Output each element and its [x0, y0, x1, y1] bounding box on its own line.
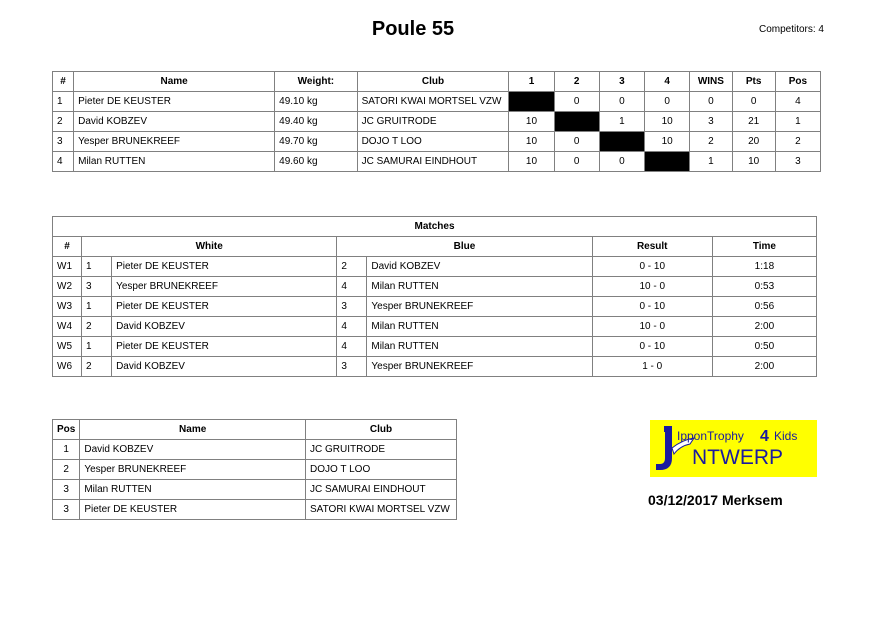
match-row — [53, 297, 817, 317]
match-blue-name: Yesper BRUNEKREEF — [367, 297, 592, 317]
pool-score: 10 — [509, 152, 554, 172]
match-white-num: 1 — [82, 297, 112, 317]
match-white-name: David KOBZEV — [112, 357, 337, 377]
matches-header-white: White — [82, 237, 337, 257]
logo-line2: NTWERP — [692, 446, 783, 469]
match-blue-name: Yesper BRUNEKREEF — [367, 357, 592, 377]
match-result: 0 - 10 — [592, 257, 712, 277]
pool-header-row — [53, 72, 821, 92]
ranking-name: Milan RUTTEN — [80, 480, 306, 500]
logo-line1: IpponTrophy — [677, 429, 744, 443]
pool-header-1: 1 — [509, 72, 554, 92]
ranking-pos: 2 — [53, 460, 80, 480]
pool-weight: 49.70 kg — [275, 132, 357, 152]
pool-header-pos: Pos — [775, 72, 820, 92]
pool-score: 0 — [599, 92, 644, 112]
matches-title-row — [53, 217, 817, 237]
match-result: 0 - 10 — [592, 337, 712, 357]
pool-self-cell — [599, 132, 644, 152]
ippontrophy-logo — [650, 420, 817, 477]
match-blue-num: 2 — [337, 257, 367, 277]
pool-score: 0 — [599, 152, 644, 172]
ranking-club: SATORI KWAI MORTSEL VZW — [306, 500, 457, 520]
pool-row — [53, 152, 821, 172]
match-row — [53, 337, 817, 357]
pool-weight: 49.40 kg — [275, 112, 357, 132]
pool-num: 2 — [53, 112, 74, 132]
match-time: 2:00 — [712, 357, 816, 377]
pool-weight: 49.60 kg — [275, 152, 357, 172]
match-result: 10 - 0 — [592, 317, 712, 337]
competitors-count: Competitors: 4 — [758, 24, 824, 35]
ranking-club: DOJO T LOO — [306, 460, 457, 480]
match-white-num: 1 — [82, 337, 112, 357]
match-blue-name: Milan RUTTEN — [367, 277, 592, 297]
ranking-header-name: Name — [80, 420, 306, 440]
match-time: 2:00 — [712, 317, 816, 337]
match-blue-num: 3 — [337, 297, 367, 317]
ranking-header-club: Club — [306, 420, 457, 440]
pool-pos: 3 — [775, 152, 820, 172]
pool-pts: 21 — [732, 112, 775, 132]
match-white-name: Pieter DE KEUSTER — [112, 337, 337, 357]
page-title: Poule 55 — [371, 18, 455, 40]
pool-header-pts: Pts — [732, 72, 775, 92]
pool-weight: 49.10 kg — [275, 92, 357, 112]
match-id: W1 — [53, 257, 82, 277]
pool-name: Pieter DE KEUSTER — [74, 92, 275, 112]
pool-club: DOJO T LOO — [357, 132, 509, 152]
match-id: W2 — [53, 277, 82, 297]
match-row — [53, 357, 817, 377]
matches-header-row — [53, 237, 817, 257]
match-white-name: David KOBZEV — [112, 317, 337, 337]
pool-table — [52, 71, 821, 172]
matches-header-result: Result — [592, 237, 712, 257]
matches-title: Matches — [53, 217, 817, 237]
ranking-table — [52, 419, 457, 520]
match-result: 1 - 0 — [592, 357, 712, 377]
ranking-header-row — [53, 420, 457, 440]
matches-table — [52, 216, 817, 377]
ranking-row — [53, 500, 457, 520]
match-result: 10 - 0 — [592, 277, 712, 297]
match-blue-name: David KOBZEV — [367, 257, 592, 277]
pool-header-name: Name — [74, 72, 275, 92]
match-row — [53, 317, 817, 337]
ranking-name: David KOBZEV — [80, 440, 306, 460]
pool-pos: 4 — [775, 92, 820, 112]
match-id: W5 — [53, 337, 82, 357]
pool-score: 1 — [599, 112, 644, 132]
pool-row — [53, 112, 821, 132]
logo-kids: Kids — [774, 429, 798, 443]
match-time: 0:53 — [712, 277, 816, 297]
pool-header-num: # — [53, 72, 74, 92]
ranking-row — [53, 460, 457, 480]
match-time: 0:50 — [712, 337, 816, 357]
pool-club: JC SAMURAI EINDHOUT — [357, 152, 509, 172]
logo-four: 4 — [760, 428, 769, 445]
match-row — [53, 277, 817, 297]
match-blue-name: Milan RUTTEN — [367, 337, 592, 357]
ranking-name: Pieter DE KEUSTER — [80, 500, 306, 520]
pool-pts: 0 — [732, 92, 775, 112]
ranking-pos: 3 — [53, 500, 80, 520]
match-blue-num: 4 — [337, 317, 367, 337]
pool-club: JC GRUITRODE — [357, 112, 509, 132]
pool-name: David KOBZEV — [74, 112, 275, 132]
pool-self-cell — [509, 92, 554, 112]
match-white-num: 1 — [82, 257, 112, 277]
match-row — [53, 257, 817, 277]
event-date-location: 03/12/2017 Merksem — [648, 492, 783, 508]
match-blue-num: 3 — [337, 357, 367, 377]
match-blue-name: Milan RUTTEN — [367, 317, 592, 337]
ranking-club: JC SAMURAI EINDHOUT — [306, 480, 457, 500]
pool-score: 10 — [509, 132, 554, 152]
ranking-row — [53, 480, 457, 500]
pool-num: 1 — [53, 92, 74, 112]
pool-wins: 2 — [690, 132, 732, 152]
pool-wins: 3 — [690, 112, 732, 132]
pool-score: 10 — [645, 132, 690, 152]
match-white-name: Pieter DE KEUSTER — [112, 257, 337, 277]
pool-score: 10 — [645, 112, 690, 132]
ranking-club: JC GRUITRODE — [306, 440, 457, 460]
pool-score: 0 — [645, 92, 690, 112]
match-id: W4 — [53, 317, 82, 337]
pool-num: 3 — [53, 132, 74, 152]
pool-wins: 1 — [690, 152, 732, 172]
pool-score: 10 — [509, 112, 554, 132]
pool-score: 0 — [554, 92, 599, 112]
match-time: 1:18 — [712, 257, 816, 277]
ranking-pos: 1 — [53, 440, 80, 460]
match-id: W3 — [53, 297, 82, 317]
pool-pts: 10 — [732, 152, 775, 172]
ranking-header-pos: Pos — [53, 420, 80, 440]
ranking-name: Yesper BRUNEKREEF — [80, 460, 306, 480]
matches-header-blue: Blue — [337, 237, 592, 257]
pool-score: 0 — [554, 152, 599, 172]
match-white-num: 2 — [82, 317, 112, 337]
pool-header-2: 2 — [554, 72, 599, 92]
match-id: W6 — [53, 357, 82, 377]
pool-pos: 1 — [775, 112, 820, 132]
pool-name: Yesper BRUNEKREEF — [74, 132, 275, 152]
matches-header-num: # — [53, 237, 82, 257]
pool-self-cell — [645, 152, 690, 172]
pool-header-weight: Weight: — [275, 72, 357, 92]
match-result: 0 - 10 — [592, 297, 712, 317]
matches-header-time: Time — [712, 237, 816, 257]
pool-row — [53, 92, 821, 112]
pool-wins: 0 — [690, 92, 732, 112]
pool-row — [53, 132, 821, 152]
pool-self-cell — [554, 112, 599, 132]
pool-num: 4 — [53, 152, 74, 172]
match-white-num: 3 — [82, 277, 112, 297]
pool-score: 0 — [554, 132, 599, 152]
match-white-name: Pieter DE KEUSTER — [112, 297, 337, 317]
ranking-pos: 3 — [53, 480, 80, 500]
match-white-name: Yesper BRUNEKREEF — [112, 277, 337, 297]
pool-name: Milan RUTTEN — [74, 152, 275, 172]
match-blue-num: 4 — [337, 337, 367, 357]
pool-header-4: 4 — [645, 72, 690, 92]
pool-club: SATORI KWAI MORTSEL VZW — [357, 92, 509, 112]
match-blue-num: 4 — [337, 277, 367, 297]
pool-header-club: Club — [357, 72, 509, 92]
pool-pos: 2 — [775, 132, 820, 152]
logo-j-mark — [656, 426, 672, 470]
pool-header-wins: WINS — [690, 72, 732, 92]
pool-header-3: 3 — [599, 72, 644, 92]
match-time: 0:56 — [712, 297, 816, 317]
pool-pts: 20 — [732, 132, 775, 152]
match-white-num: 2 — [82, 357, 112, 377]
ranking-row — [53, 440, 457, 460]
